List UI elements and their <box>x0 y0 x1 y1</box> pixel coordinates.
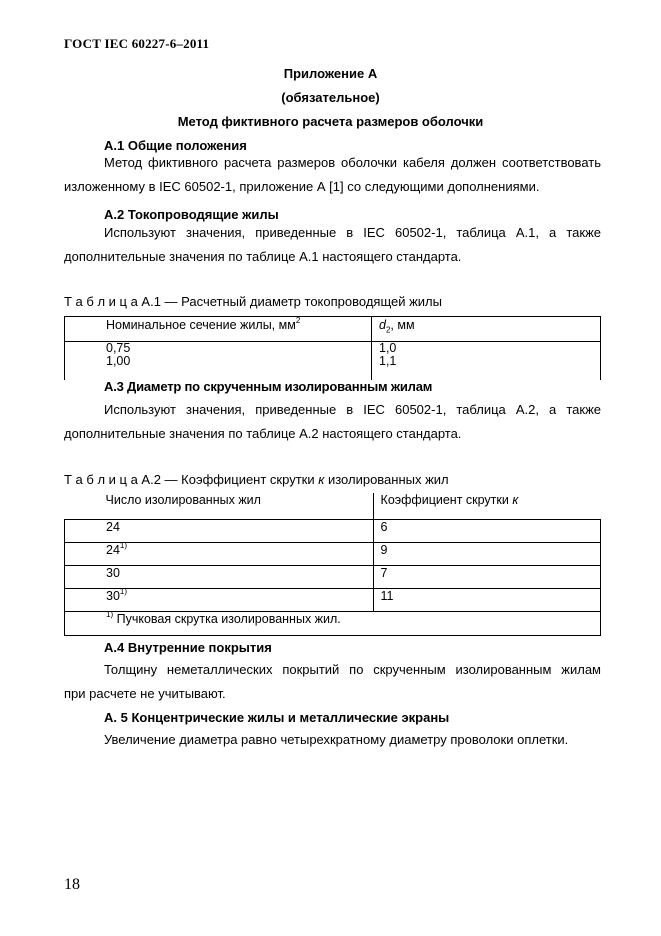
section-a5-heading: А. 5 Концентрические жилы и металлические экраны <box>104 710 450 725</box>
table1-header-col1: Номинальное сечение жилы, $мм^2$ <box>65 317 372 342</box>
section-a3-line2: дополнительные значения по таблице А.2 настоящего стандарта. <box>64 426 462 441</box>
table2-cores: 24$^{1)}$ <box>65 542 374 565</box>
table1-col2-values: 1,0 1,1 <box>372 342 601 380</box>
appendix-subtitle: Метод фиктивного расчета размеров оболочки <box>177 114 484 129</box>
section-a1-line2: изложенному в IEC 60502-1, приложение А [1] со следующими дополнениями. <box>64 179 540 194</box>
appendix-title: Приложение А <box>283 66 378 81</box>
section-a4-heading: А.4 Внутренние покрытия <box>104 640 272 655</box>
table2-caption: Т а б л и ц а А.2 — Коэффициент скрутки к изолированных жил <box>64 472 449 487</box>
page-number: 18 <box>64 876 80 893</box>
table2-k: 11 <box>373 588 600 611</box>
table-row <box>65 565 601 588</box>
table2-k: 7 <box>373 565 600 588</box>
table-a2 <box>64 493 601 636</box>
table2-header-col2: Коэффициент скрутки к <box>373 493 600 519</box>
table-row <box>65 588 601 611</box>
appendix-status: (обязательное) <box>281 90 380 105</box>
section-a2-line1: Используют значения, приведенные в IEC 60502-1, таблица А.1, а также <box>104 225 601 240</box>
table2-k: 6 <box>373 519 600 542</box>
table-row <box>65 519 601 542</box>
table2-footnote: $^{1)}$ Пучковая скрутка изолированных жил. <box>65 611 601 635</box>
section-a1-line1: Метод фиктивного расчета размеров оболочки кабеля должен соответствовать <box>104 155 601 170</box>
table-a1 <box>64 316 601 380</box>
document-id: ГОСТ IEC 60227-6–2011 <box>64 36 210 51</box>
table2-header-col1: Число изолированных жил <box>65 493 374 519</box>
section-a4-line2: при расчете не учитывают. <box>64 686 226 701</box>
section-a5-line1: Увеличение диаметра равно четырехкратному диаметру проволоки оплетки. <box>104 732 569 747</box>
section-a2-heading: А.2 Токопроводящие жилы <box>104 207 279 222</box>
table1-caption: Т а б л и ц а А.1 — Расчетный диаметр токопроводящей жилы <box>64 294 442 309</box>
section-a3-heading: А.3 Диаметр по скрученным изолированным жилам <box>104 379 433 394</box>
table-row <box>65 542 601 565</box>
section-a1-heading: А.1 Общие положения <box>104 138 247 153</box>
table2-k: 9 <box>373 542 600 565</box>
section-a3-line1: Используют значения, приведенные в IEC 60502-1, таблица А.2, а также <box>104 402 601 417</box>
table2-cores: 30$^{1)}$ <box>65 588 374 611</box>
table2-cores: 30 <box>65 565 374 588</box>
table2-cores: 24 <box>65 519 374 542</box>
section-a2-line2: дополнительные значения по таблице А.1 настоящего стандарта. <box>64 249 462 264</box>
table1-col1-values: 0,75 1,00 <box>65 342 372 380</box>
table1-header-col2: $d_2$, мм <box>372 317 601 342</box>
section-a4-line1: Толщину неметаллических покрытий по скрученным изолированным жилам <box>104 662 601 677</box>
